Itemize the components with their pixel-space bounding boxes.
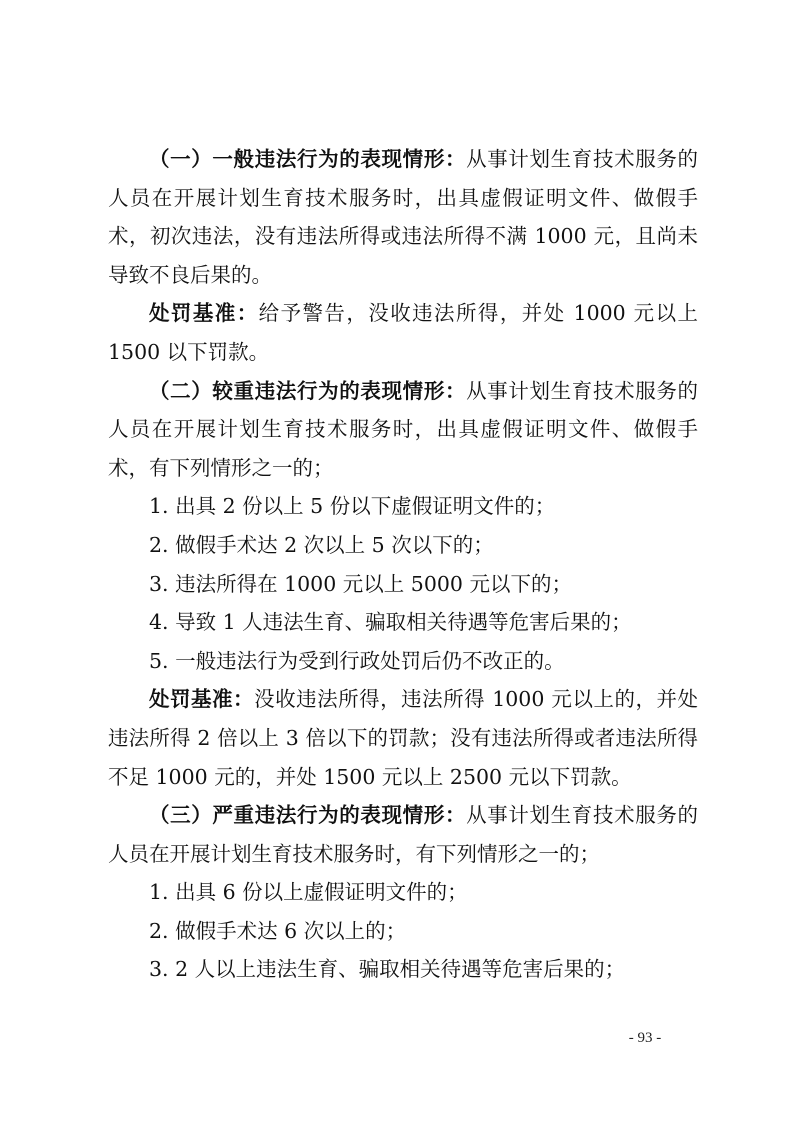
section3-item-2: 2. 做假手术达 6 次以上的； [149,918,407,943]
document-body [108,140,698,989]
section1-text: 从事计划生育技术服务的人员在开展计划生育技术服务时，出具虚假证明文件、做假手术，初次违法，没有违法所得或违法所得不满 1000 元，且尚未导致不良后果的。 [108,147,699,287]
section2-item-4: 4. 导致 1 人违法生育、骗取相关待遇等危害后果的； [149,610,632,635]
section2-heading: （二）较重违法行为的表现情形： [149,378,467,403]
section2-item-5: 5. 一般违法行为受到行政处罚后仍不改正的。 [149,648,565,673]
section1-penalty-text: 给予警告，没收违法所得，并处 1000 元以上 1500 以下罚款。 [108,301,699,364]
section3-heading: （三）严重违法行为的表现情形： [149,803,467,828]
section1-heading: （一）一般违法行为的表现情形： [149,147,467,171]
section2-text: 从事计划生育技术服务的人员在开展计划生育技术服务时，出具虚假证明文件、做假手术，有下列情形之一的； [108,378,699,480]
section2-item-3: 3. 违法所得在 1000 元以上 5000 元以下的； [149,571,572,596]
section2-penalty-text: 没收违法所得，违法所得 1000 元以上的，并处违法所得 2 倍以上 3 倍以下的罚款；没有违法所得或者违法所得不足 1000 元的，并处 1500 元以上 2500 元以下罚款。 [108,687,699,789]
section1-penalty [108,294,698,371]
section2-item-1: 1. 出具 2 份以上 5 份以下虚假证明文件的； [149,494,556,519]
section3-item-3: 3. 2 人以上违法生育、骗取相关待遇等危害后果的； [149,957,626,982]
section1-paragraph [108,140,698,294]
section2-paragraph [108,372,698,488]
section3-text: 从事计划生育技术服务的人员在开展计划生育技术服务时，有下列情形之一的； [108,803,699,866]
page-number: - 93 - [628,1030,662,1046]
section3-paragraph [108,796,698,873]
section2-penalty-label: 处罚基准： [149,687,255,712]
section2-item-2: 2. 做假手术达 2 次以上 5 次以下的； [149,532,494,557]
section2-penalty [108,680,698,796]
section1-penalty-label: 处罚基准： [149,301,259,326]
section3-item-1: 1. 出具 6 份以上虚假证明文件的； [149,880,468,905]
